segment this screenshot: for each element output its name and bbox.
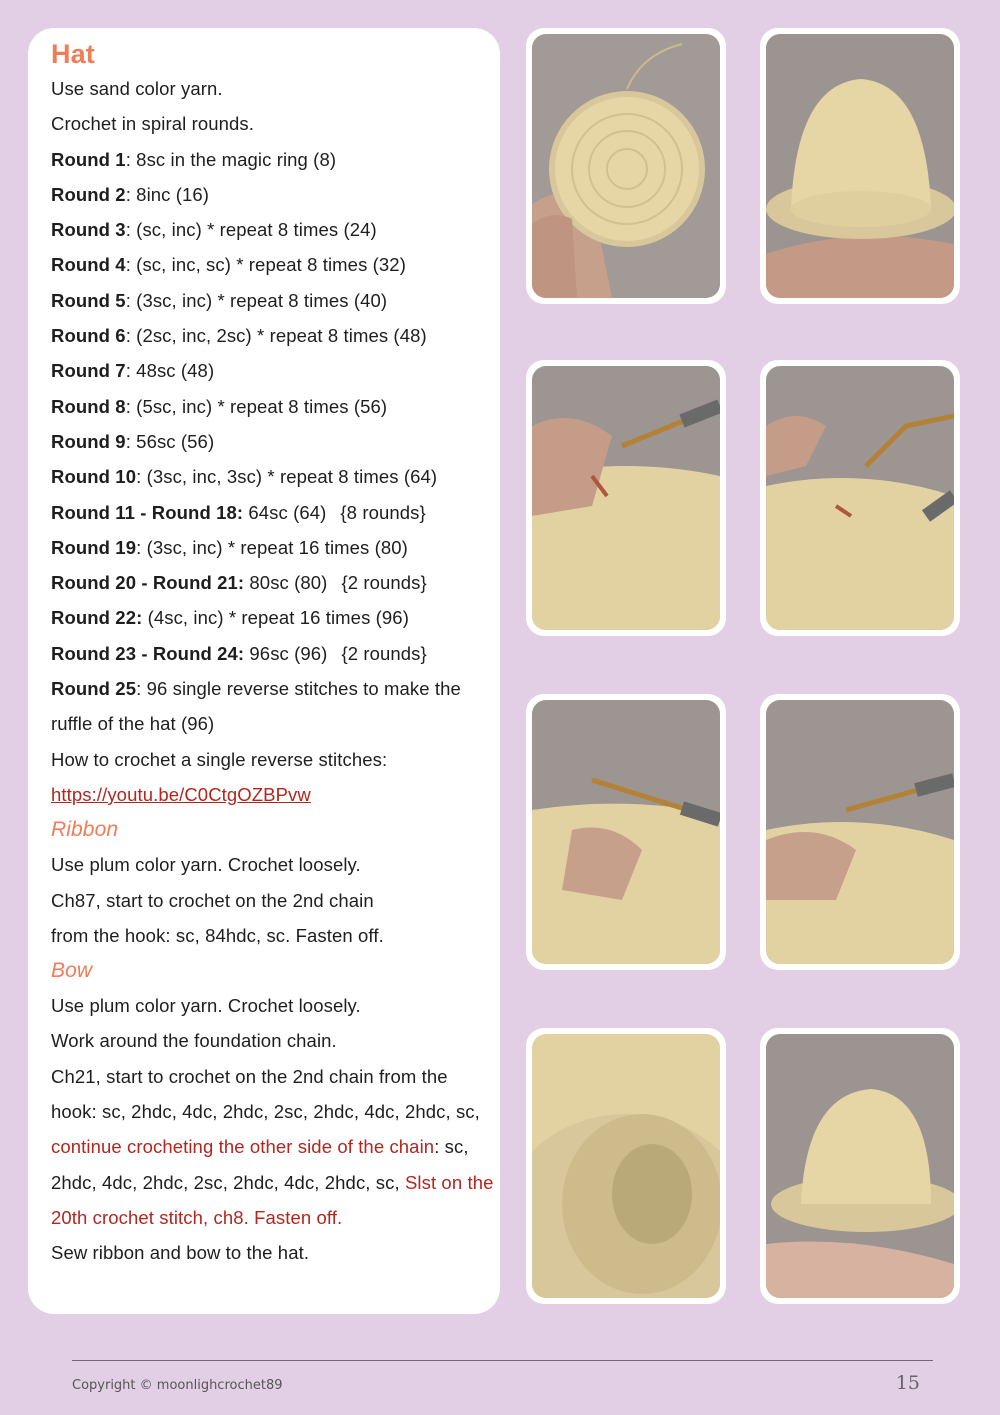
ribbon-title: Ribbon bbox=[51, 818, 119, 842]
hat-intro-2: Crochet in spiral rounds. bbox=[51, 113, 255, 135]
page-number: 15 bbox=[895, 1372, 920, 1394]
bow-paragraph: Ch21, start to crochet on the 2nd chain from the hook: sc, 2hdc, 4dc, 2hdc, 2sc, 2hdc, 4dc, 2hdc, sc, continue crocheting the other side of the chain: sc, 2hdc, 4dc, 2hdc, 2sc, 2hdc, 4dc, 2hdc, sc, Slst on the 20th crochet stitch, ch8. Fasten off. bbox=[51, 1065, 494, 1228]
photo-hook-edge bbox=[526, 360, 726, 636]
photo-hat-inside bbox=[526, 1028, 726, 1304]
round-line: Round 8: (5sc, inc) * repeat 8 times (56) bbox=[51, 395, 388, 417]
round-line: Round 11 - Round 18: 64sc (64) {8 rounds} bbox=[51, 501, 426, 523]
round-line: Round 2: 8inc (16) bbox=[51, 183, 210, 205]
round-line: Round 7: 48sc (48) bbox=[51, 360, 215, 382]
round-line: Round 19: (3sc, inc) * repeat 16 times (80) bbox=[51, 536, 408, 558]
hat-intro-1: Use sand color yarn. bbox=[51, 78, 223, 99]
round-line: Round 9: 56sc (56) bbox=[51, 430, 215, 452]
photo-reverse-stitch bbox=[526, 694, 726, 970]
round-line: Round 23 - Round 24: 96sc (96) {2 rounds} bbox=[51, 642, 427, 664]
bow-title: Bow bbox=[51, 959, 93, 983]
round-line: Round 22: (4sc, inc) * repeat 16 times (96) bbox=[51, 607, 409, 629]
copyright-text: Copyright © moonlighcrochet89 bbox=[72, 1378, 283, 1393]
round-line: Round 20 - Round 21: 80sc (80) {2 rounds} bbox=[51, 572, 427, 594]
round-line: Round 6: (2sc, inc, 2sc) * repeat 8 times (48) bbox=[51, 325, 427, 347]
bow-line-1: Use plum color yarn. Crochet loosely. bbox=[51, 995, 361, 1017]
instructions-card bbox=[28, 28, 500, 1314]
bow-last-line: Sew ribbon and bow to the hat. bbox=[51, 1242, 310, 1264]
round-line: Round 1: 8sc in the magic ring (8) bbox=[51, 148, 337, 170]
ribbon-line-1: Use plum color yarn. Crochet loosely. bbox=[51, 854, 361, 876]
ribbon-line-2: Ch87, start to crochet on the 2nd chain bbox=[51, 889, 374, 911]
photo-reverse-stitch-closeup bbox=[760, 694, 960, 970]
photo-finished-hat-side bbox=[760, 1028, 960, 1304]
howto-text: How to crochet a single reverse stitches: bbox=[51, 748, 388, 770]
round-line: Round 5: (3sc, inc) * repeat 8 times (40) bbox=[51, 289, 388, 311]
bow-line-2: Work around the foundation chain. bbox=[51, 1030, 337, 1052]
photo-hook-edge-closeup bbox=[760, 360, 960, 636]
footer-divider bbox=[72, 1360, 933, 1361]
round-line: Round 10: (3sc, inc, 3sc) * repeat 8 times (64) bbox=[51, 466, 438, 488]
youtube-link[interactable]: https://youtu.be/C0CtgOZBPvw bbox=[51, 783, 311, 805]
instructions-text bbox=[51, 36, 496, 1271]
photo-flat-circle bbox=[526, 28, 726, 304]
photo-finished-hat-top bbox=[760, 28, 960, 304]
round-line: Round 25: 96 single reverse stitches to make the ruffle of the hat (96) bbox=[51, 678, 461, 735]
round-line: Round 4: (sc, inc, sc) * repeat 8 times (32) bbox=[51, 254, 406, 276]
ribbon-line-3: from the hook: sc, 84hdc, sc. Fasten off. bbox=[51, 924, 384, 946]
round-line: Round 3: (sc, inc) * repeat 8 times (24) bbox=[51, 219, 377, 241]
hat-title: Hat bbox=[51, 39, 95, 69]
